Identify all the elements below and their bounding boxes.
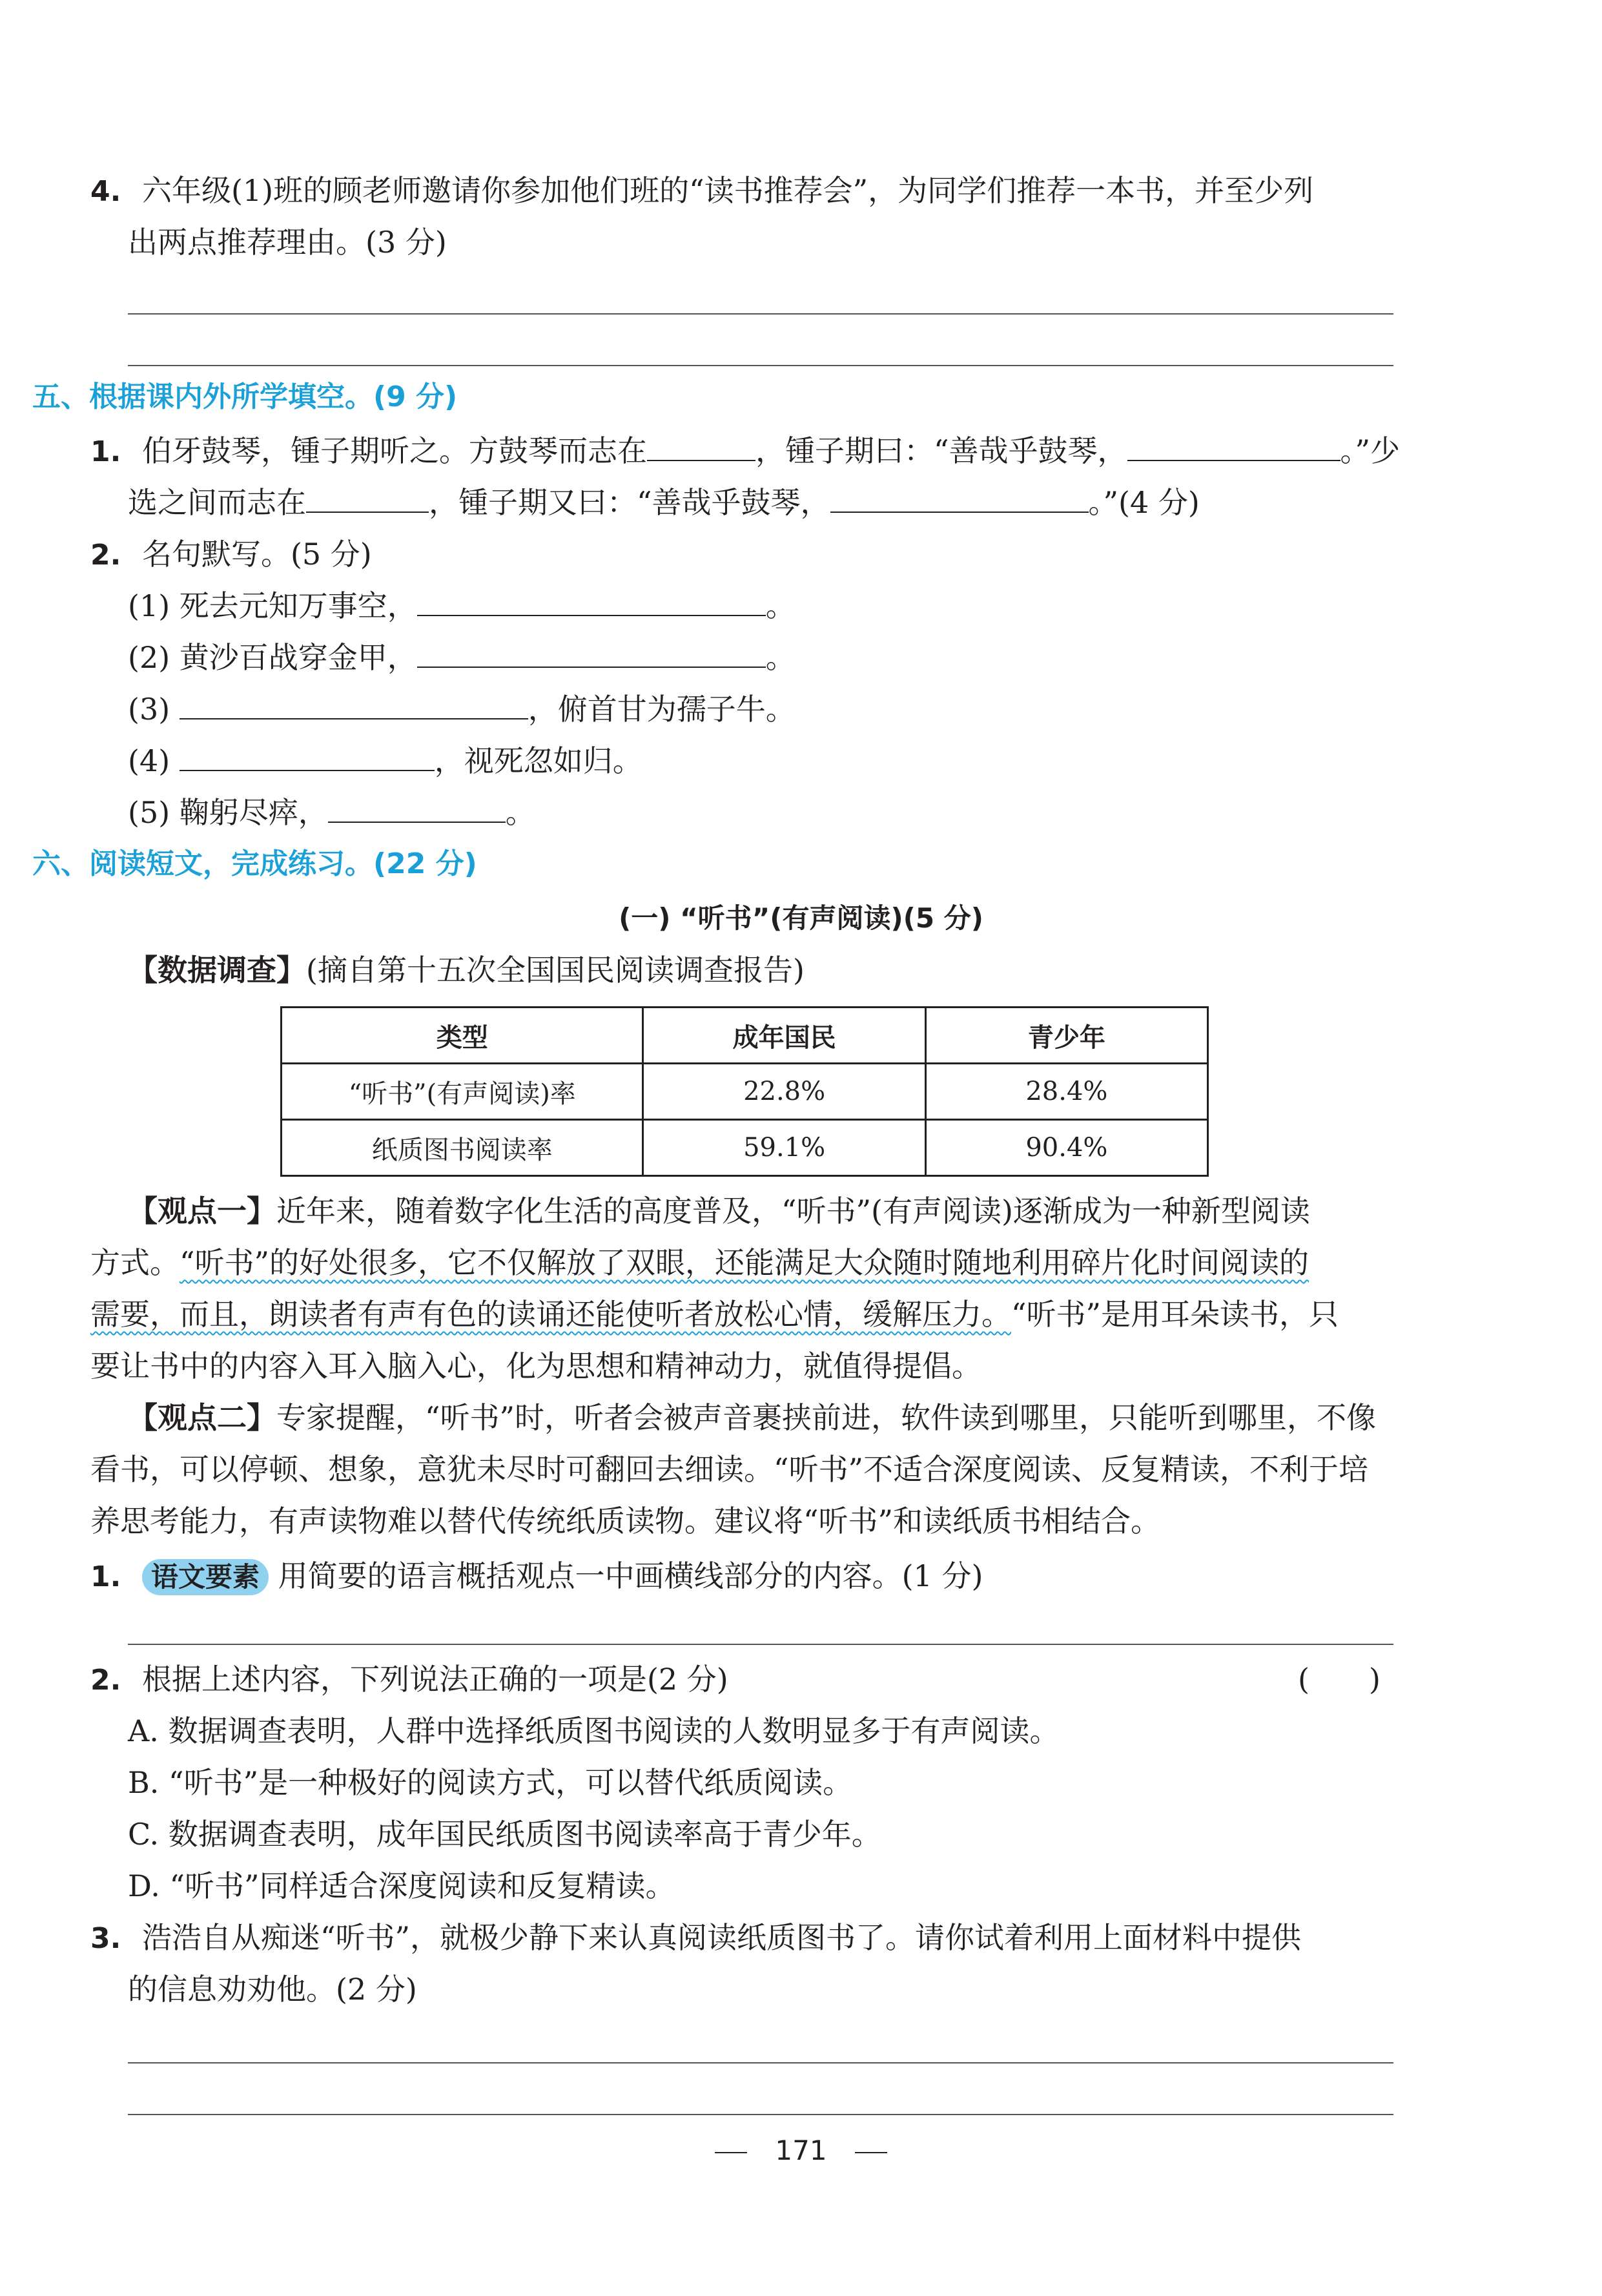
fill-blank[interactable] <box>830 483 1089 513</box>
question-text: ，锺子期又曰：“善哉乎鼓琴， <box>429 485 830 520</box>
question-number: 1. <box>90 1560 121 1593</box>
viewpoint-2-line3: 养思考能力，有声读物难以替代传统纸质读物。建议将“听书”和读纸质书相结合。 <box>90 1504 1161 1538</box>
table-header-row <box>282 1008 1208 1064</box>
question-number: 3. <box>90 1922 121 1955</box>
option-b[interactable]: B. “听书”是一种极好的阅读方式，可以替代纸质阅读。 <box>128 1765 853 1800</box>
answer-parentheses[interactable]: ( ) <box>1298 1662 1381 1697</box>
category-badge: 语文要素 <box>142 1559 269 1595</box>
question-text: 伯牙鼓琴，锺子期听之。方鼓琴而志在 <box>141 433 647 468</box>
sec6-question-1 <box>90 1557 983 1597</box>
sec6-question-2 <box>90 1660 728 1700</box>
question-text: 用简要的语言概括观点一中画横线部分的内容。(1 分) <box>278 1558 983 1593</box>
question-text: 根据上述内容，下列说法正确的一项是(2 分) <box>141 1662 728 1697</box>
viewpoint-1-line2 <box>90 1243 1309 1282</box>
poem-item-1 <box>128 586 796 625</box>
sec5-question-1-line2 <box>128 483 1200 522</box>
poem-item-5 <box>128 793 535 832</box>
question-text: ，锺子期曰：“善哉乎鼓琴， <box>755 433 1127 468</box>
table-cell: 59.1% <box>643 1120 925 1176</box>
table-header: 类型 <box>282 1008 643 1064</box>
table-cell: 28.4% <box>925 1064 1207 1120</box>
viewpoint-1-line1 <box>128 1192 1310 1230</box>
underlined-text: “听书”的好处很多，它不仅解放了双眼，还能满足大众随时随地利用碎片化时间阅读的 <box>180 1245 1309 1280</box>
section-6-title: 六、阅读短文，完成练习。(22 分) <box>32 847 477 880</box>
viewpoint-2-line2: 看书，可以停顿、想象，意犹未尽时可翻回去细读。“听书”不适合深度阅读、反复精读，不利于培 <box>90 1452 1369 1487</box>
question-text: 。”(4 分) <box>1088 485 1200 520</box>
viewpoint-text: “听书”是用耳朵读书，只 <box>1011 1297 1339 1332</box>
fill-blank[interactable] <box>647 431 755 461</box>
question-4-line2: 出两点推荐理由。(3 分) <box>128 225 447 260</box>
fill-blank[interactable] <box>306 483 429 513</box>
question-number: 1. <box>90 435 121 468</box>
poem-text: ，视死忽如归。 <box>434 743 642 778</box>
question-text: 名句默写。(5 分) <box>141 537 372 572</box>
page-number: 171 <box>775 2135 827 2166</box>
fill-blank[interactable] <box>180 690 528 719</box>
table-cell: “听书”(有声阅读)率 <box>282 1064 643 1120</box>
table-row <box>282 1120 1208 1176</box>
fill-blank[interactable] <box>180 741 435 771</box>
divider <box>715 2152 747 2153</box>
table-row <box>282 1064 1208 1120</box>
sec5-question-1 <box>90 431 1400 471</box>
survey-label: 【数据调查】 <box>128 953 306 988</box>
fill-blank[interactable] <box>417 586 766 616</box>
fill-blank[interactable] <box>1127 431 1340 461</box>
poem-text: (1) 死去元知万事空， <box>128 588 417 623</box>
poem-text: 。 <box>765 588 796 623</box>
answer-line[interactable] <box>128 1644 1393 1645</box>
answer-line[interactable] <box>128 2062 1393 2063</box>
table-cell: 22.8% <box>643 1064 925 1120</box>
option-d[interactable]: D. “听书”同样适合深度阅读和反复精读。 <box>128 1868 675 1903</box>
section-5-title: 五、根据课内外所学填空。(9 分) <box>32 380 458 413</box>
answer-line[interactable] <box>128 313 1393 315</box>
viewpoint-1-line3 <box>90 1295 1339 1334</box>
viewpoint-1-line4: 要让书中的内容入耳入脑入心，化为思想和精神动力，就值得提倡。 <box>90 1349 981 1383</box>
sec6-question-3 <box>90 1918 1301 1958</box>
question-text: 。”少 <box>1340 433 1401 468</box>
poem-text: (5) 鞠躬尽瘁， <box>128 795 328 830</box>
passage-subtitle: (一) “听书”(有声阅读)(5 分) <box>619 902 983 934</box>
sec5-question-2 <box>90 535 372 575</box>
table-header: 青少年 <box>925 1008 1207 1064</box>
poem-text: 。 <box>765 640 796 675</box>
poem-text: (3) <box>128 692 170 727</box>
question-text: 浩浩自从痴迷“听书”，就极少静下来认真阅读纸质图书了。请你试着利用上面材料中提供 <box>141 1920 1302 1955</box>
poem-item-2 <box>128 638 796 677</box>
survey-header <box>128 951 805 989</box>
fill-blank[interactable] <box>328 793 506 823</box>
viewpoint-text: 近年来，随着数字化生活的高度普及，“听书”(有声阅读)逐渐成为一种新型阅读 <box>276 1194 1310 1228</box>
question-number: 4. <box>90 175 121 208</box>
poem-text: (2) 黄沙百战穿金甲， <box>128 640 417 675</box>
poem-item-3 <box>128 690 796 729</box>
survey-source: (摘自第十五次全国国民阅读调查报告) <box>306 953 805 988</box>
question-text: 选之间而志在 <box>128 485 306 520</box>
divider <box>855 2152 887 2153</box>
poem-text: ，俯首甘为孺子牛。 <box>528 692 796 727</box>
fill-blank[interactable] <box>417 638 766 668</box>
underlined-text: 需要，而且，朗读者有声有色的读诵还能使听者放松心情，缓解压力。 <box>90 1297 1011 1332</box>
poem-text: (4) <box>128 743 170 778</box>
viewpoint-text: 专家提醒，“听书”时，听者会被声音裹挟前进，软件读到哪里，只能听到哪里，不像 <box>276 1400 1377 1435</box>
viewpoint-2-line1 <box>128 1398 1376 1437</box>
sec6-question-3-line2: 的信息劝劝他。(2 分) <box>128 1972 417 2007</box>
table-cell: 90.4% <box>925 1120 1207 1176</box>
page-footer <box>0 2131 1602 2170</box>
table-header: 成年国民 <box>643 1008 925 1064</box>
survey-table <box>280 1006 1209 1177</box>
option-c[interactable]: C. 数据调查表明，成年国民纸质图书阅读率高于青少年。 <box>128 1817 881 1852</box>
poem-item-4 <box>128 741 642 780</box>
viewpoint-text: 方式。 <box>90 1245 180 1280</box>
question-number: 2. <box>90 1664 121 1697</box>
viewpoint-label: 【观点一】 <box>128 1194 276 1228</box>
poem-text: 。 <box>505 795 535 830</box>
option-a[interactable]: A. 数据调查表明，人群中选择纸质图书阅读的人数明显多于有声阅读。 <box>128 1713 1060 1748</box>
viewpoint-label: 【观点二】 <box>128 1400 276 1435</box>
question-4 <box>90 171 1313 211</box>
table-cell: 纸质图书阅读率 <box>282 1120 643 1176</box>
question-text: 六年级(1)班的顾老师邀请你参加他们班的“读书推荐会”，为同学们推荐一本书，并至少列 <box>141 173 1314 208</box>
answer-line[interactable] <box>128 2114 1393 2115</box>
answer-line[interactable] <box>128 365 1393 366</box>
question-number: 2. <box>90 539 121 572</box>
